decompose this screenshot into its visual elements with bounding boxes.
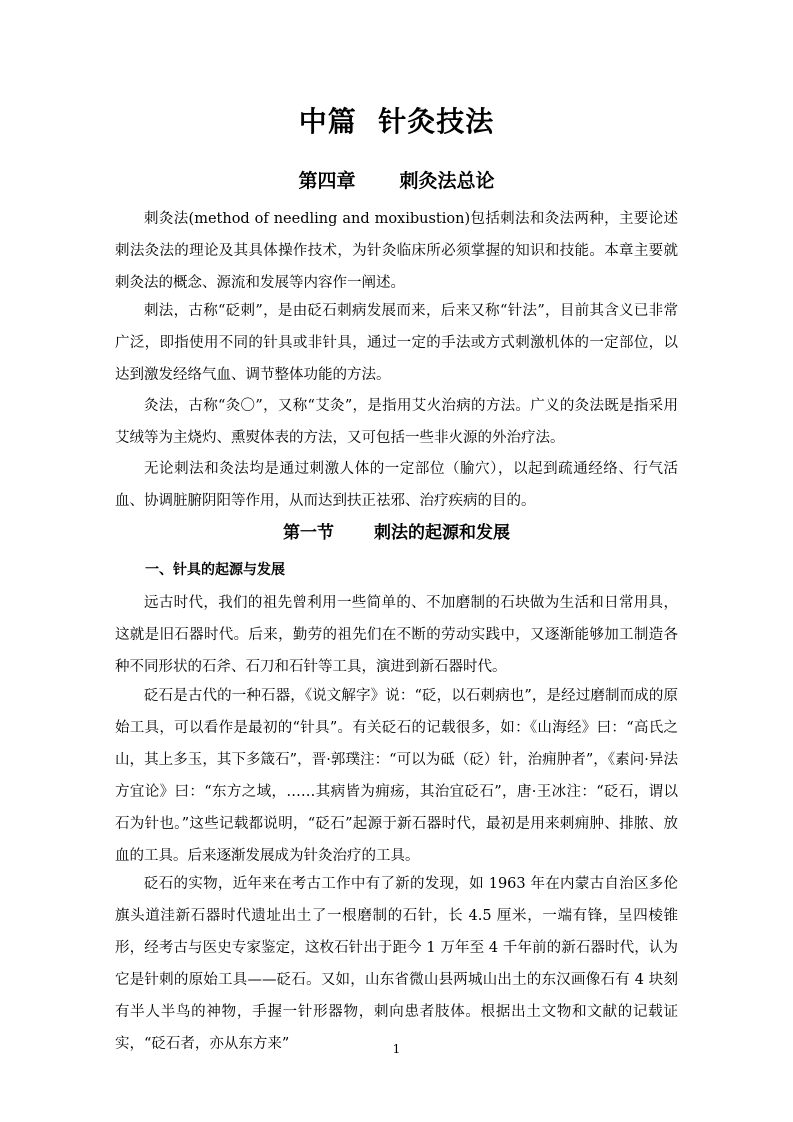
section-name: 刺法的起源和发展 [374,523,510,543]
paragraph-intro-2: 刺法，古称“砭刺”，是由砭石刺病发展而来，后来又称“针法”，目前其含义已非常广泛，即指使用不同的针具或非针具，通过一定的手法或方式刺激机体的一定部位，以达到激发经络气血、调节整体功能的方法。 [115,303,678,383]
paragraph-section-2: 砭石是古代的一种石器，《说文解字》说：“砭，以石刺病也”，是经过磨制而成的原始工具，可以看作是最初的“针具”。有关砭石的记载很多，如：《山海经》曰：“高氏之山，其上多玉，其下多箴石”，晋·郭璞注：“可以为砥（砭）针，治痈肿者”，《素问·异法方宜论》曰：“东方之域，……其病皆为痈疡，其治宜砭石”，唐·王冰注：“砭石，谓以石为针也。”这些记载都说明，“砭石”起源于新石器时代，最初是用来刺痈肿、排脓、放血的工具。后来逐渐发展成为针灸治疗的工具。 [115,688,678,864]
paragraph-intro-3: 灸法，古称“灸〇”，又称“艾灸”，是指用艾火治病的方法。广义的灸法既是指采用艾绒等为主烧灼、熏熨体表的方法，又可包括一些非火源的外治疗法。 [115,398,678,446]
subsection-title: 一、针具的起源与发展 [145,562,285,578]
paragraph-section-3: 砭石的实物，近年来在考古工作中有了新的发现，如 1963 年在内蒙古自治区多伦旗头道洼新石器时代遗址出土了一根磨制的石针，长 4.5 厘米，一端有锋，呈四棱锥形，经考古与医史专家鉴定，这枚石针出于距今 1 万年至 4 千年前的新石器时代，认为它是针刺的原始工具——砭石。又如，山东省微山县两城山出土的东汉画像石有 4 块刻有半人半鸟的神物，手握一针形器物，刺向患者肢体。根据出土文物和文献的记载证实，“砭石者，亦从东方来” [115,876,678,1052]
paragraph-section-1: 远古时代，我们的祖先曾利用一些简单的、不加磨制的石块做为生活和日常用具，这就是旧石器时代。后来，勤劳的祖先们在不断的劳动实践中，又逐渐能够加工制造各种不同形状的石斧、石刀和石针等工具，演进到新石器时代。 [115,595,678,675]
section-number: 第一节 [283,523,334,543]
paragraph-intro-4: 无论刺法和灸法均是通过刺激人体的一定部位（腧穴），以起到疏通经络、行气活血、协调脏腑阴阳等作用，从而达到扶正祛邪、治疗疾病的目的。 [115,461,678,509]
section-title [0,518,793,543]
chapter-number: 第四章 [298,170,356,192]
page-number: 1 [392,1042,401,1056]
part-title: 中篇 针灸技法 [298,105,495,138]
chapter-title [0,166,793,193]
chapter-name: 刺灸法总论 [399,170,495,192]
paragraph-intro-1: 刺灸法(method of needling and moxibustion)包括刺法和灸法两种，主要论述刺法灸法的理论及其具体操作技术，为针灸临床所必须掌握的知识和技能。本章主要就刺灸法的概念、源流和发展等内容作一阐述。 [115,211,678,291]
